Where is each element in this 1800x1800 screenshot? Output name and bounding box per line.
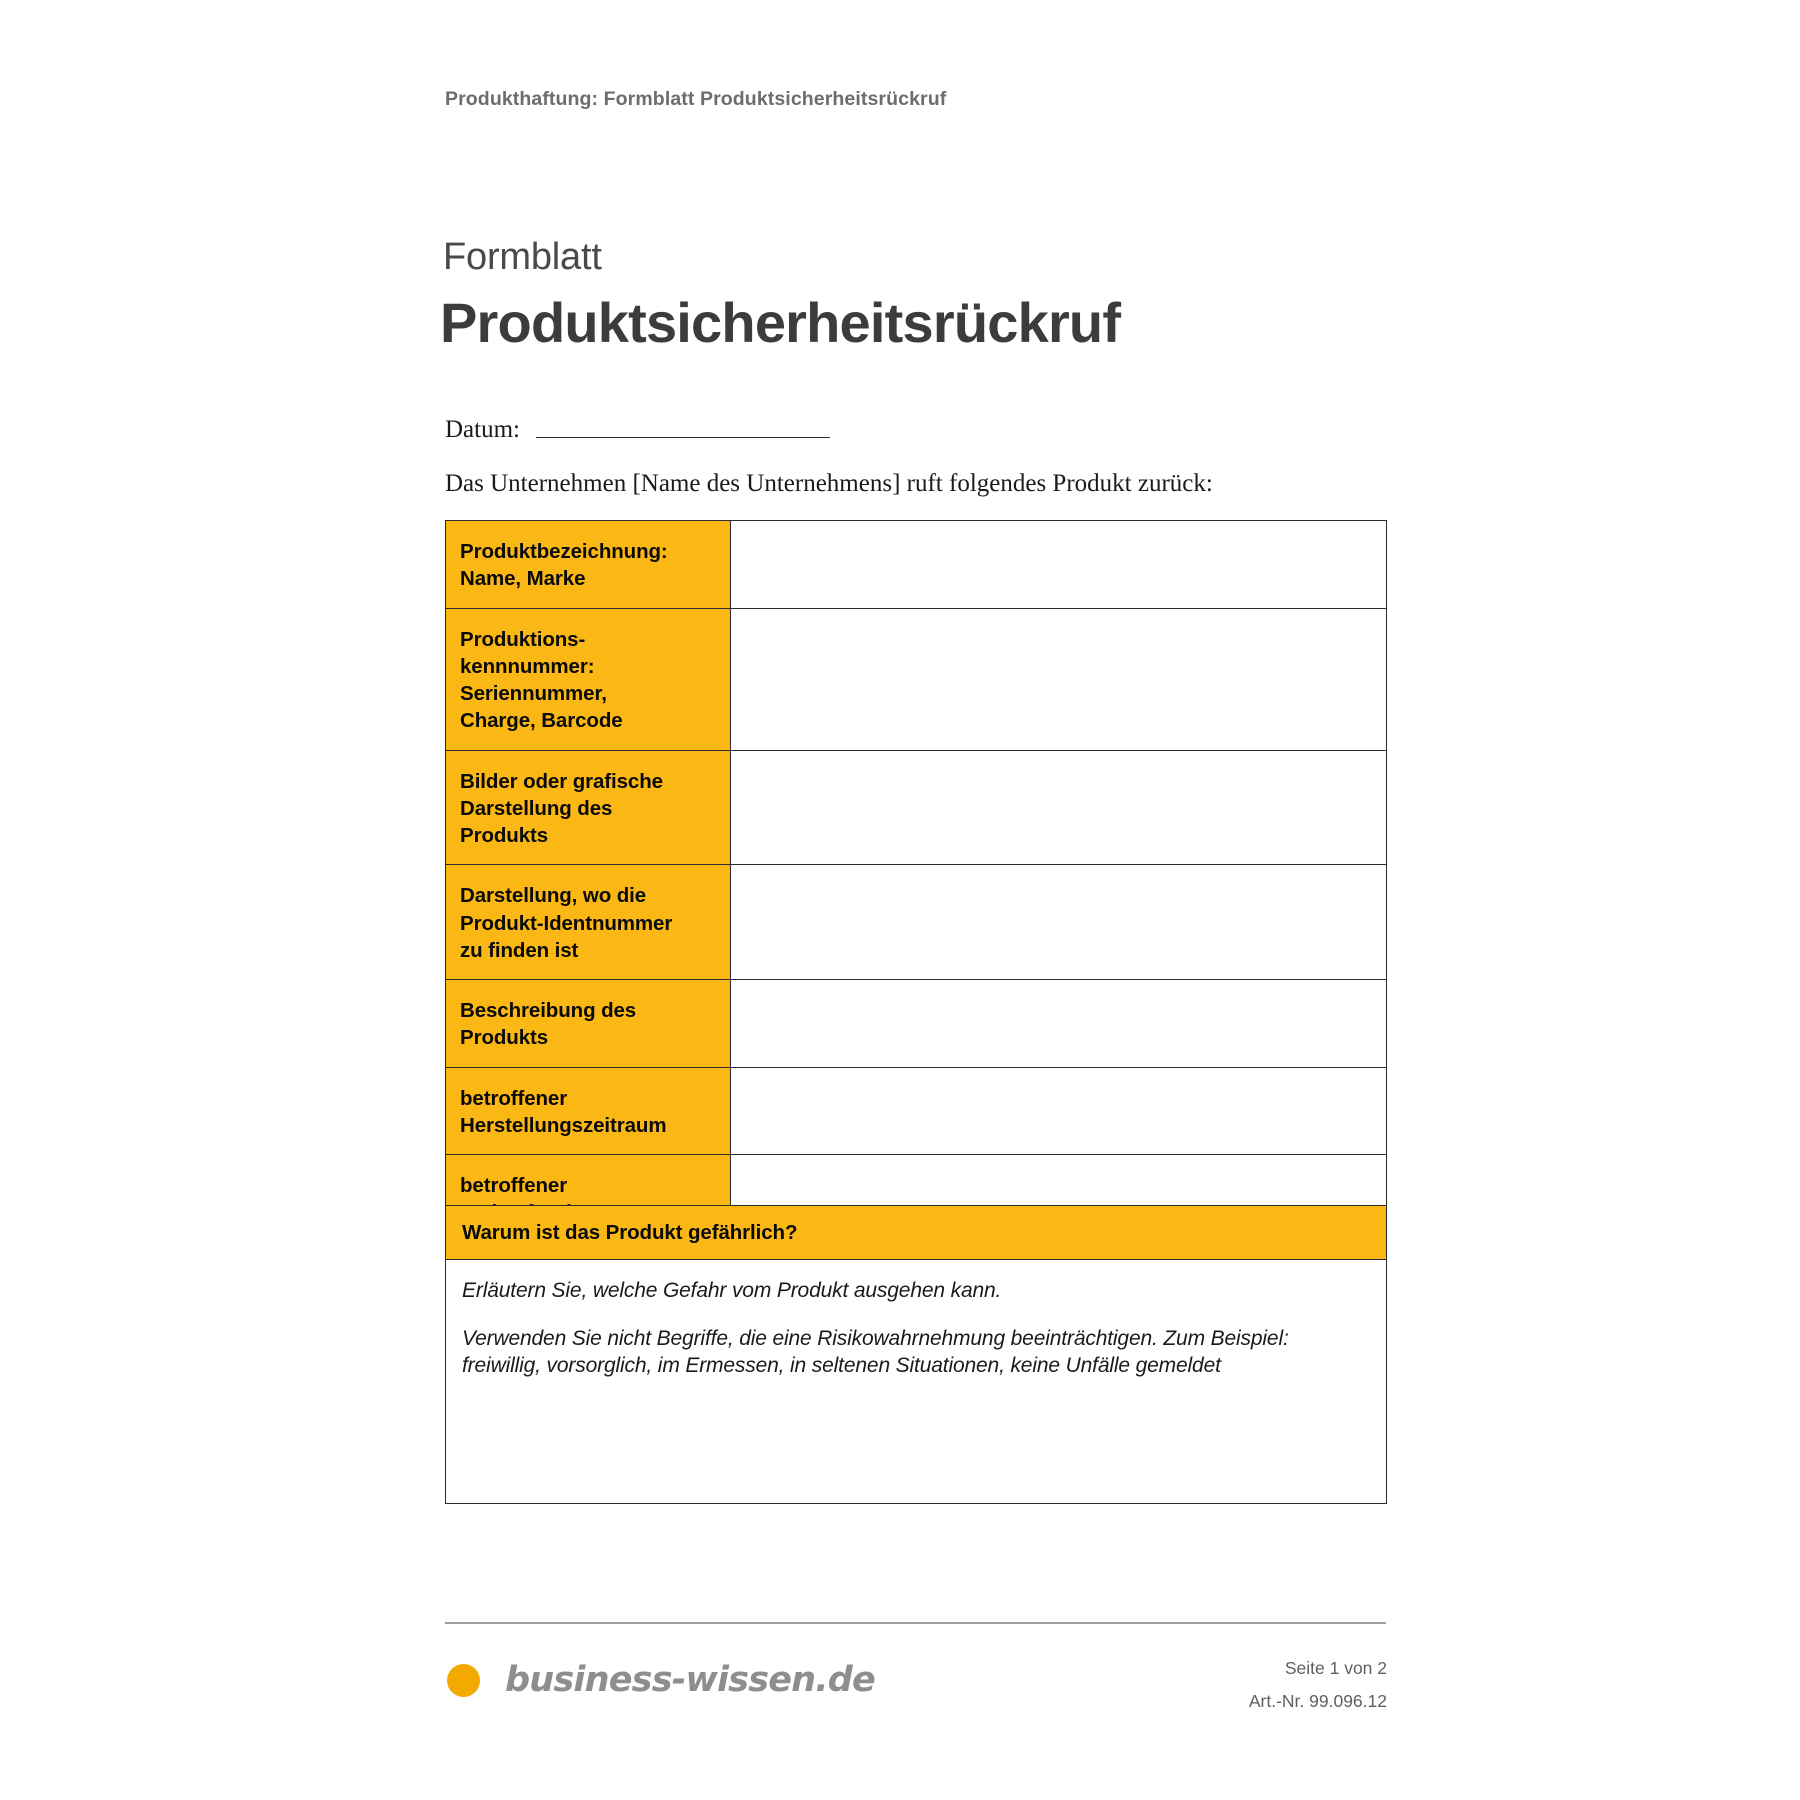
product-field-value[interactable] — [731, 521, 1387, 609]
product-field-value[interactable] — [731, 608, 1387, 750]
table-row — [446, 865, 1387, 980]
product-field-label: Beschreibung des Produkts — [446, 980, 731, 1068]
product-field-label: Darstellung, wo die Produkt-Identnummer zu finden ist — [446, 865, 731, 980]
brand-logo — [447, 1660, 875, 1700]
page-title: Produktsicherheitsrückruf — [440, 291, 1121, 354]
product-field-value[interactable] — [731, 980, 1387, 1068]
product-table-body — [446, 521, 1387, 1243]
table-row — [446, 608, 1387, 750]
footer-meta — [1249, 1652, 1387, 1719]
page-number: Seite 1 von 2 — [1284, 1658, 1387, 1678]
table-row — [446, 750, 1387, 865]
table-row — [446, 1067, 1387, 1155]
article-number: Art.-Nr. 99.096.12 — [1248, 1691, 1387, 1712]
product-field-label: betroffener — [446, 1155, 731, 1243]
date-label: Datum: — [445, 416, 520, 443]
running-header: Produkthaftung: Formblatt Produktsicherheitsrückruf — [445, 88, 947, 110]
danger-section-body[interactable] — [446, 1260, 1386, 1503]
product-field-value[interactable] — [731, 865, 1387, 980]
danger-hint-second: Verwenden Sie nicht Begriffe, die eine Risikowahrnehmung beeinträchtigen. Zum Beispiel: freiwillig, vorsorglich, im Ermessen, in seltenen Situationen, keine Unfälle gemeldet — [462, 1326, 1289, 1378]
logo-dot-icon — [447, 1664, 480, 1697]
table-row — [446, 521, 1387, 609]
product-field-label: Produktions- kennnummer: Seriennummer, Charge, Barcode — [446, 608, 731, 750]
date-field-row — [445, 417, 830, 442]
footer-divider — [445, 1622, 1386, 1624]
danger-hint-first: Erläutern Sie, welche Gefahr vom Produkt ausgehen kann. — [462, 1279, 1002, 1302]
product-field-value[interactable] — [731, 1067, 1387, 1155]
document-kicker: Formblatt — [443, 236, 602, 278]
danger-section-heading: Warum ist das Produkt gefährlich? — [446, 1206, 1386, 1260]
product-field-label: Produktbezeichnung: Name, Marke — [446, 521, 731, 609]
date-input-line[interactable] — [536, 437, 830, 438]
table-row — [446, 980, 1387, 1068]
intro-sentence: Das Unternehmen [Name des Unternehmens] ruft folgendes Produkt zurück: — [445, 470, 1213, 497]
danger-section — [445, 1205, 1387, 1504]
product-field-label: betroffener Herstellungszeitraum — [446, 1067, 731, 1155]
brand-name: business-wissen.de — [505, 1660, 875, 1700]
product-details-table — [445, 520, 1387, 1243]
product-field-label: Bilder oder grafische Darstellung des Produkts — [446, 750, 731, 865]
product-field-value[interactable] — [731, 750, 1387, 865]
